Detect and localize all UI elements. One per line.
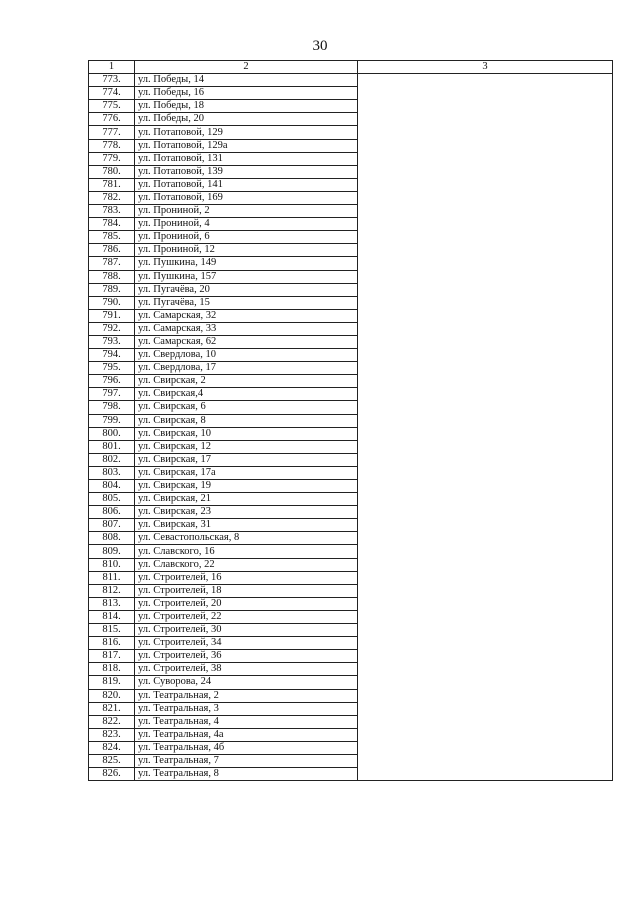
row-number: 823. (89, 728, 135, 741)
row-number: 799. (89, 414, 135, 427)
row-address: ул. Севастопольская, 8 (135, 532, 358, 545)
row-number: 809. (89, 545, 135, 558)
row-number: 773. (89, 74, 135, 87)
row-address: ул. Свирская, 8 (135, 414, 358, 427)
row-address: ул. Строителей, 36 (135, 650, 358, 663)
row-address: ул. Свирская, 17 (135, 453, 358, 466)
row-number: 802. (89, 453, 135, 466)
row-address: ул. Свирская, 6 (135, 401, 358, 414)
row-address: ул. Строителей, 22 (135, 610, 358, 623)
row-address: ул. Прониной, 4 (135, 218, 358, 231)
row-address: ул. Потаповой, 129а (135, 139, 358, 152)
row-address: ул. Свирская, 12 (135, 440, 358, 453)
row-number: 798. (89, 401, 135, 414)
notes-cell (358, 74, 613, 781)
row-address: ул. Свирская,4 (135, 388, 358, 401)
row-address: ул. Победы, 14 (135, 74, 358, 87)
row-number: 789. (89, 283, 135, 296)
row-number: 822. (89, 715, 135, 728)
row-number: 774. (89, 87, 135, 100)
row-number: 821. (89, 702, 135, 715)
row-number: 801. (89, 440, 135, 453)
row-address: ул. Славского, 16 (135, 545, 358, 558)
row-address: ул. Строителей, 34 (135, 637, 358, 650)
row-number: 781. (89, 178, 135, 191)
row-number: 796. (89, 375, 135, 388)
row-address: ул. Пугачёва, 20 (135, 283, 358, 296)
row-number: 779. (89, 152, 135, 165)
row-address: ул. Потаповой, 169 (135, 191, 358, 204)
row-number: 791. (89, 309, 135, 322)
row-number: 787. (89, 257, 135, 270)
row-address: ул. Свирская, 31 (135, 519, 358, 532)
table-header-row (89, 61, 613, 74)
row-address: ул. Театральная, 7 (135, 754, 358, 767)
address-table (88, 60, 613, 781)
row-address: ул. Самарская, 33 (135, 322, 358, 335)
row-address: ул. Строителей, 18 (135, 584, 358, 597)
row-number: 820. (89, 689, 135, 702)
row-number: 786. (89, 244, 135, 257)
row-address: ул. Строителей, 20 (135, 597, 358, 610)
row-address: ул. Пушкина, 157 (135, 270, 358, 283)
row-address: ул. Театральная, 4 (135, 715, 358, 728)
row-address: ул. Потаповой, 131 (135, 152, 358, 165)
row-address: ул. Свирская, 2 (135, 375, 358, 388)
row-address: ул. Победы, 18 (135, 100, 358, 113)
row-number: 812. (89, 584, 135, 597)
row-number: 784. (89, 218, 135, 231)
table-body (89, 74, 613, 781)
row-number: 776. (89, 113, 135, 126)
row-address: ул. Театральная, 3 (135, 702, 358, 715)
row-address: ул. Театральная, 4б (135, 741, 358, 754)
row-address: ул. Потаповой, 141 (135, 178, 358, 191)
row-address: ул. Пугачёва, 15 (135, 296, 358, 309)
row-address: ул. Строителей, 30 (135, 624, 358, 637)
row-number: 811. (89, 571, 135, 584)
row-number: 795. (89, 362, 135, 375)
row-address: ул. Суворова, 24 (135, 676, 358, 689)
row-number: 794. (89, 349, 135, 362)
row-address: ул. Театральная, 8 (135, 768, 358, 781)
row-address: ул. Потаповой, 129 (135, 126, 358, 139)
row-number: 800. (89, 427, 135, 440)
row-address: ул. Потаповой, 139 (135, 165, 358, 178)
row-address: ул. Прониной, 12 (135, 244, 358, 257)
row-number: 813. (89, 597, 135, 610)
row-address: ул. Свирская, 23 (135, 506, 358, 519)
column-header-address: 2 (135, 61, 358, 74)
row-address: ул. Свирская, 21 (135, 493, 358, 506)
row-number: 782. (89, 191, 135, 204)
column-header-number: 1 (89, 61, 135, 74)
row-number: 817. (89, 650, 135, 663)
row-number: 775. (89, 100, 135, 113)
row-address: ул. Самарская, 62 (135, 335, 358, 348)
row-address: ул. Прониной, 2 (135, 205, 358, 218)
column-header-notes: 3 (358, 61, 613, 74)
row-number: 826. (89, 768, 135, 781)
row-number: 815. (89, 624, 135, 637)
row-address: ул. Пушкина, 149 (135, 257, 358, 270)
page-number: 30 (312, 38, 328, 54)
row-number: 804. (89, 480, 135, 493)
row-number: 785. (89, 231, 135, 244)
row-number: 778. (89, 139, 135, 152)
row-address: ул. Свирская, 17а (135, 466, 358, 479)
row-number: 780. (89, 165, 135, 178)
row-number: 814. (89, 610, 135, 623)
row-number: 792. (89, 322, 135, 335)
row-address: ул. Свердлова, 17 (135, 362, 358, 375)
row-number: 808. (89, 532, 135, 545)
row-number: 819. (89, 676, 135, 689)
row-number: 824. (89, 741, 135, 754)
row-number: 797. (89, 388, 135, 401)
row-number: 810. (89, 558, 135, 571)
row-number: 777. (89, 126, 135, 139)
row-address: ул. Театральная, 4а (135, 728, 358, 741)
row-address: ул. Прониной, 6 (135, 231, 358, 244)
row-number: 788. (89, 270, 135, 283)
table-row (89, 74, 613, 87)
row-address: ул. Самарская, 32 (135, 309, 358, 322)
row-number: 790. (89, 296, 135, 309)
row-number: 805. (89, 493, 135, 506)
row-address: ул. Победы, 16 (135, 87, 358, 100)
row-address: ул. Свердлова, 10 (135, 349, 358, 362)
row-address: ул. Победы, 20 (135, 113, 358, 126)
row-address: ул. Строителей, 16 (135, 571, 358, 584)
row-number: 793. (89, 335, 135, 348)
row-number: 825. (89, 754, 135, 767)
row-address: ул. Театральная, 2 (135, 689, 358, 702)
row-number: 818. (89, 663, 135, 676)
row-number: 803. (89, 466, 135, 479)
row-address: ул. Строителей, 38 (135, 663, 358, 676)
row-number: 807. (89, 519, 135, 532)
row-address: ул. Славского, 22 (135, 558, 358, 571)
row-address: ул. Свирская, 10 (135, 427, 358, 440)
row-number: 816. (89, 637, 135, 650)
row-number: 806. (89, 506, 135, 519)
row-number: 783. (89, 205, 135, 218)
row-address: ул. Свирская, 19 (135, 480, 358, 493)
